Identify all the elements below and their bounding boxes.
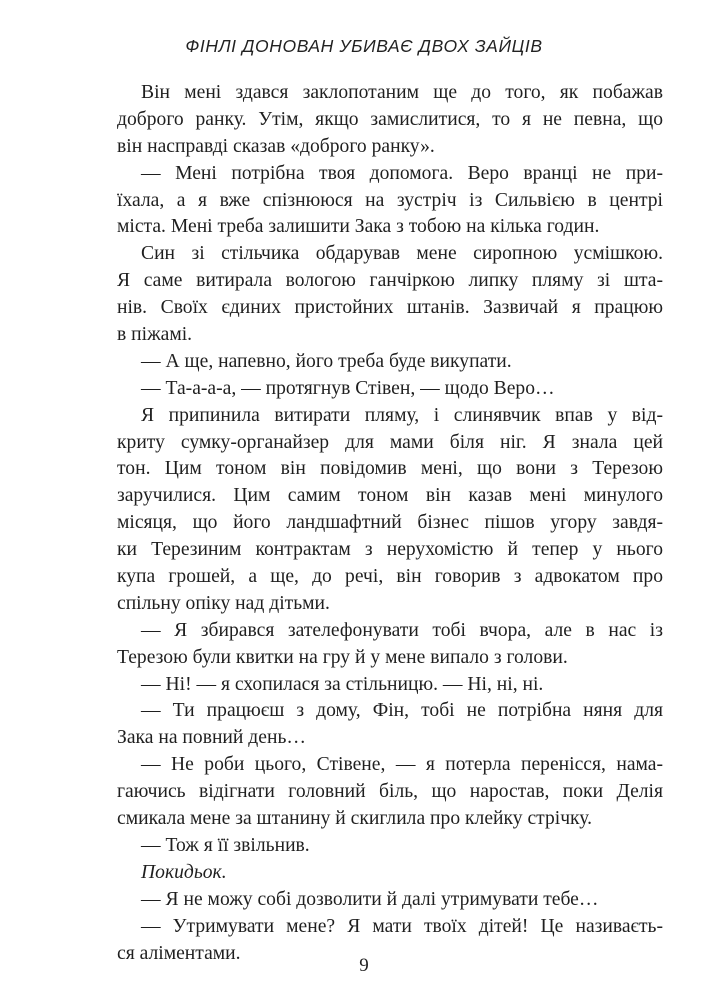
text-line: — Та-а-а-а, — протягнув Стівен, — щодо Веро… [141,377,555,399]
text-line: Я саме витирала вологою ганчіркою липку пляму зі шта- [117,270,663,292]
text-line: — Не роби цього, Стівене, — я потерла перенісся, нама- [141,754,663,776]
text-line: місяця, що його ландшафтний бізнес пішов угору завдя- [117,512,663,534]
text-line: Зака на повний день… [117,727,306,749]
text-line: ся аліментами. [117,942,241,964]
text-line: — Ти працюєш з дому, Фін, тобі не потрібна няня для [141,700,663,722]
page-number: 9 [359,955,369,976]
text-line: купа грошей, а ще, до речі, він говорив з адвокатом про [117,566,663,588]
text-line: тон. Цим тоном він повідомив мені, що вони з Терезою [117,458,663,480]
text-line: — Мені потрібна твоя допомога. Веро вранці не при- [141,162,663,184]
text-line: криту сумку-органайзер для мами біля ніг. Я знала цей [117,431,663,453]
text-line: спільну опіку над дітьми. [117,592,330,614]
text-line: їхала, а я вже спізнююся на зустріч із Сильвією в центрі [117,189,663,211]
running-header: ФІНЛІ ДОНОВАН УБИВАЄ ДВОХ ЗАЙЦІВ [185,36,543,56]
text-line: нів. Своїх єдиних пристойних штанів. Зазвичай я працюю [117,297,663,319]
text-line: він насправді сказав «доброго ранку». [117,135,435,157]
text-line: Він мені здався заклопотаним ще до того, як побажав [141,82,663,103]
text-line: — А ще, напевно, його треба буде викупати. [141,350,512,372]
text-line: — Тож я її звільнив. [141,834,310,856]
body-text [117,80,663,967]
text-line: в піжамі. [117,324,193,346]
text-line: Я припинила витирати пляму, і слинявчик впав у від- [141,404,663,426]
text-line: — Утримувати мене? Я мати твоїх дітей! Це називаєть- [141,915,663,937]
text-line: ки Терезиним контрактам з нерухомістю й тепер у нього [117,539,663,561]
text-line: — Я збирався зателефонувати тобі вчора, але в нас із [141,619,663,641]
text-line: — Я не можу собі дозволити й далі утримувати тебе… [141,888,599,910]
text-line: міста. Мені треба залишити Зака з тобою на кілька годин. [117,216,600,238]
text-line-italic: Покидьок. [141,861,227,883]
text-line: доброго ранку. Утім, якщо замислитися, то я не певна, що [117,108,663,130]
text-line: смикала мене за штанину й скиглила про клейку стрічку. [117,808,593,830]
text-line: заручилися. Цим самим тоном він казав мені минулого [117,485,663,507]
text-line: гаючись відігнати головний біль, що наростав, поки Делія [117,781,663,803]
text-line: — Ні! — я схопилася за стільницю. — Ні, ні, ні. [141,673,544,695]
text-line: Син зі стільчика обдарував мене сиропною усмішкою. [141,243,663,265]
text-line: Терезою були квитки на гру й у мене випало з голови. [117,646,568,668]
